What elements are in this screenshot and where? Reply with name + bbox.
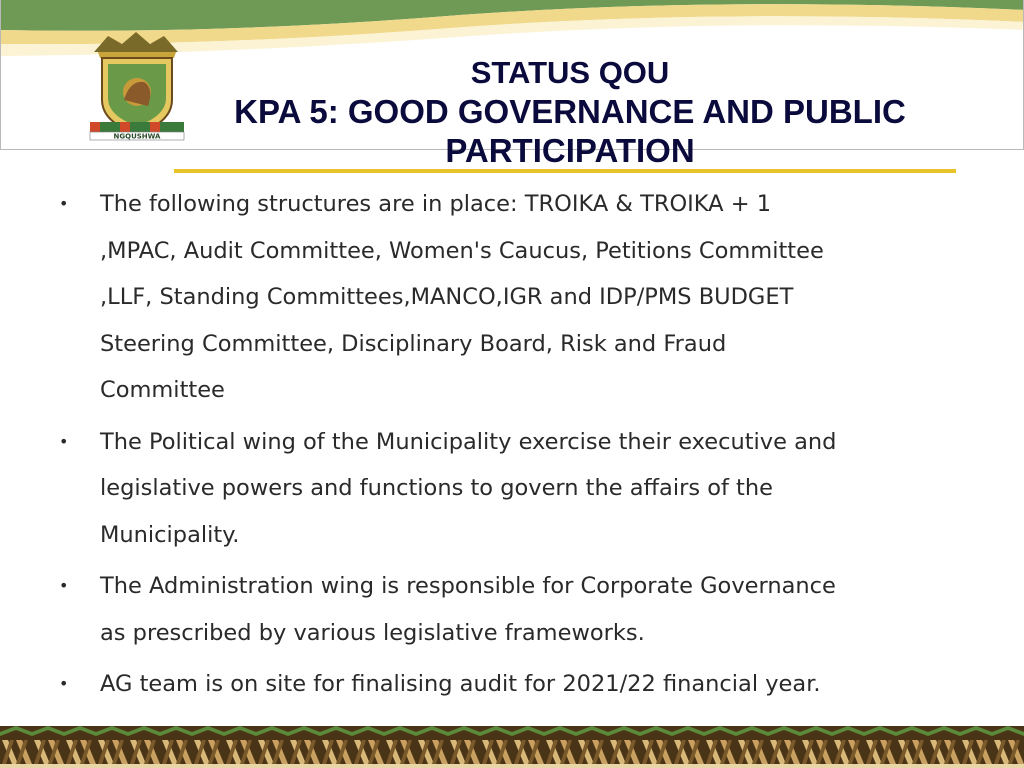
bullet-line: ,MPAC, Audit Committee, Women's Caucus, Petitions Committee: [100, 237, 824, 264]
bullet-icon: •: [59, 576, 69, 595]
title-line-3: PARTICIPATION: [445, 132, 695, 169]
title-line-1: STATUS QOU: [470, 55, 670, 90]
title-underline: [174, 169, 956, 173]
bullet-item: [55, 419, 955, 559]
bullet-line: Committee: [100, 377, 225, 403]
footer-pattern-decoration: [0, 726, 1024, 768]
bullet-line: Municipality.: [100, 521, 240, 548]
bullet-line: legislative powers and functions to govern the affairs of the: [100, 475, 773, 501]
bullet-item: [55, 181, 955, 414]
bullet-line: Steering Committee, Disciplinary Board, Risk and Fraud: [100, 330, 727, 357]
bullet-item: [55, 661, 955, 708]
bullet-item: [55, 563, 955, 656]
bullet-list: [55, 181, 955, 713]
slide-title: [170, 54, 970, 170]
title-line-2: KPA 5: GOOD GOVERNANCE AND PUBLIC: [234, 93, 906, 130]
bullet-line: AG team is on site for finalising audit for 2021/22 financial year.: [100, 671, 821, 697]
bullet-line: ,LLF, Standing Committees,MANCO,IGR and IDP/PMS BUDGET: [100, 284, 794, 310]
bullet-icon: •: [59, 194, 69, 213]
logo-text: NGQUSHWA: [113, 132, 161, 141]
bullet-line: as prescribed by various legislative frameworks.: [100, 619, 645, 646]
bullet-icon: •: [59, 674, 69, 693]
bullet-line: The Administration wing is responsible for Corporate Governance: [100, 573, 836, 599]
bullet-line: The Political wing of the Municipality exercise their executive and: [100, 428, 837, 455]
bullet-icon: •: [59, 431, 69, 451]
bullet-line: The following structures are in place: TROIKA & TROIKA + 1: [100, 191, 772, 217]
